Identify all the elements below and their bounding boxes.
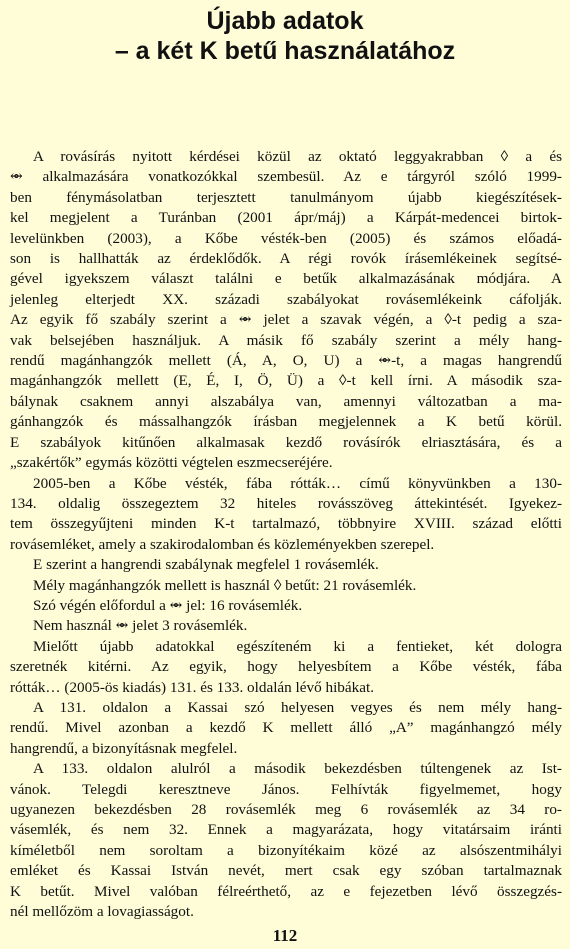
text-line: ben fénymásolatban terjesztett tanulmányom újabb kiegészítések- bbox=[10, 188, 562, 206]
text-line: vánok. Telegdi keresztneve János. Felhívták figyelmemet, hogy bbox=[10, 780, 562, 798]
text-line: magánhangzók mellett (E, É, I, Ö, Ü) a ◊-t kell írni. A második sza- bbox=[10, 372, 562, 390]
page-number: 112 bbox=[272, 926, 298, 945]
text-line: kel megjelent a Turánban (2001 ápr/máj) a Kárpát-medencei birtok- bbox=[10, 209, 562, 227]
text-line: Az egyik fő szabály szerint a ⥈ jelet a szavak végén, a ◊-t pedig a sza- bbox=[10, 311, 562, 329]
text-line: nél mellőzöm a lovagiasságot. bbox=[10, 903, 194, 921]
text-line: E szabályok kitűnően alkalmasak kezdő rovásírók elriasztására, és a bbox=[10, 433, 562, 451]
chapter-title bbox=[0, 6, 570, 66]
text-line: jelenleg elterjedt XX. századi szabályokat rovásemlékeink cáfolják. bbox=[10, 290, 562, 308]
text-line: K betűt. Mivel valóban félreérthető, az e fejezetben lévő összegzés- bbox=[10, 882, 562, 900]
text-line: ⥈ alkalmazására vonatkozókkal szembesül. Az e tárgyról szóló 1999- bbox=[10, 168, 562, 186]
text-line: szeretnék kitérni. Az egyik, hogy helyesbítem a Kőbe vésték, fába bbox=[10, 658, 562, 676]
text-line: rendű. Mivel azonban a kezdő K mellett álló „A” magánhangzó mély bbox=[10, 719, 562, 737]
text-line: Nem használ ⥈ jelet 3 rovásemlék. bbox=[33, 617, 248, 635]
text-line: vásemlék, és nem 32. Ennek a magyarázata, hogy vitatársaim iránti bbox=[10, 821, 562, 839]
text-line: E szerint a hangrendi szabálynak megfelel 1 rovásemlék. bbox=[33, 556, 379, 574]
text-line: Szó végén előfordul a ⥈ jel: 16 rovásemlék. bbox=[33, 596, 303, 614]
text-line: Mély magánhangzók mellett is használ ◊ betűt: 21 rovásemlék. bbox=[33, 576, 417, 594]
body-text bbox=[10, 147, 562, 922]
chapter-title-line-1: Újabb adatok bbox=[206, 7, 364, 35]
text-line: levelünkben (2003), a Kőbe vésték-ben (2005) és számos előadá- bbox=[10, 229, 562, 247]
text-line: rótták… (2005-ös kiadás) 131. és 133. oldalán lévő hibákat. bbox=[10, 678, 374, 696]
text-line: A 133. oldalon alulról a második bekezdésben túltengenek az Ist- bbox=[33, 760, 562, 778]
text-line: A 131. oldalon a Kassai szó helyesen vegyes és nem mély hang- bbox=[33, 698, 562, 716]
text-line: vak belsejében használjuk. A másik fő szabály szerint a mély hang- bbox=[10, 331, 562, 349]
text-line: son is hallhatták az érdeklődők. A régi rovók írásemlékeinek segítsé- bbox=[10, 250, 562, 268]
text-line: rendű magánhangzók mellett (Á, A, O, U) a ⥈-t, a magas hangrendű bbox=[10, 352, 562, 370]
text-line: 2005-ben a Kőbe vésték, fába rótták… című könyvünkben a 130- bbox=[33, 474, 562, 492]
text-line: emléket és Kassai István nevét, mert csak egy szóban tartalmaznak bbox=[10, 862, 562, 880]
text-line: rovásemléket, amely a szakirodalomban és közleményekben szerepel. bbox=[10, 535, 435, 553]
text-line: ugyanezen bekezdésben 28 rovásemlék meg 6 rovásemlék az 34 ro- bbox=[10, 801, 562, 818]
text-line: gánhangzók és mássalhangzók írásban megjelennek a K betű körül. bbox=[10, 413, 562, 431]
text-line: 134. oldalig összegeztem 32 hiteles rovásszöveg áttekintését. Igyekez- bbox=[10, 494, 562, 512]
text-line: Mielőtt újabb adatokkal egészíteném ki a fentieket, két dologra bbox=[33, 637, 562, 655]
text-line: „szakértők” egymás közötti végtelen eszmecseréjére. bbox=[10, 454, 333, 472]
text-line: bálynak csaknem annyi alszabálya van, amennyi változatban a ma- bbox=[10, 392, 562, 410]
text-line: hangrendű, a bizonyításnak megfelel. bbox=[10, 739, 238, 757]
text-line: gével igyekszem választ találni e betűk alkalmazásának módjára. A bbox=[10, 270, 562, 288]
text-line: kíméletből nem soroltam a bizonyítékaim közé az alsószentmihályi bbox=[10, 841, 562, 859]
text-line: tem összegyűjteni minden K-t tartalmazó, többnyire XVIII. század előtti bbox=[10, 515, 562, 533]
text-line: A rovásírás nyitott kérdései közül az oktató leggyakrabban ◊ a és bbox=[33, 148, 562, 165]
chapter-title-line-2: – a két K betű használatához bbox=[114, 37, 456, 65]
